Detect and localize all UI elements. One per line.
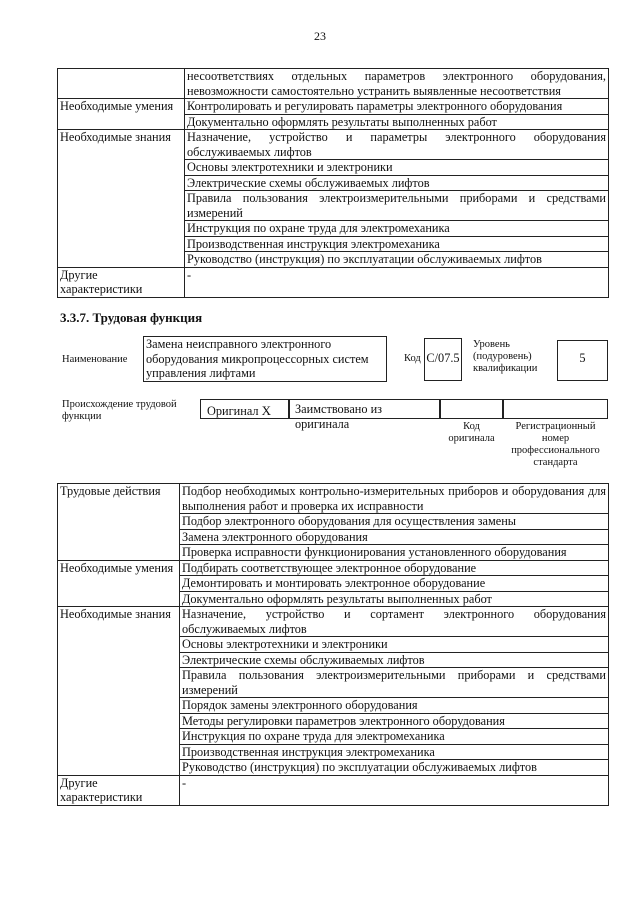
reg-number-cell xyxy=(503,399,608,419)
row-item-text: Производственная инструкция электромеханика xyxy=(185,236,609,252)
borrowed-cell: Заимствовано из оригинала xyxy=(289,399,440,419)
row-item-text: Порядок замены электронного оборудования xyxy=(180,698,609,714)
row-item-text: Подбор необходимых контрольно-измерительных приборов и оборудования для выполнения работ и проверка их исправности xyxy=(180,484,609,514)
row-item-text: Методы регулировки параметров электронного оборудования xyxy=(180,713,609,729)
row-item-text: Замена электронного оборудования xyxy=(180,529,609,545)
function-details-table xyxy=(57,483,609,806)
origin-label: Происхождение трудовой функции xyxy=(62,399,177,422)
row-item-text: Проверка исправности функционирования установленного оборудования xyxy=(180,545,609,561)
row-group-label xyxy=(58,69,185,99)
level-label: Уровень (подуровень) квалификации xyxy=(473,339,538,374)
table-row xyxy=(58,607,609,637)
row-item-text: Руководство (инструкция) по эксплуатации обслуживаемых лифтов xyxy=(180,760,609,776)
row-group-label: Трудовые действия xyxy=(58,484,180,561)
row-item-text: Демонтировать и монтировать электронное оборудование xyxy=(180,576,609,592)
row-item-text: - xyxy=(185,267,609,297)
row-item-text: Подбор электронного оборудования для осуществления замены xyxy=(180,514,609,530)
table-row xyxy=(58,775,609,805)
row-item-text: Назначение, устройство и сортамент электронного оборудования обслуживаемых лифтов xyxy=(180,607,609,637)
page-number: 23 xyxy=(314,29,326,43)
section-heading: 3.3.7. Трудовая функция xyxy=(60,310,203,325)
row-group-label: Необходимые знания xyxy=(58,130,185,268)
row-item-text: Основы электротехники и электроники xyxy=(185,160,609,176)
row-item-text: Назначение, устройство и параметры электронного оборудования обслуживаемых лифтов xyxy=(185,130,609,160)
row-item-text: Контролировать и регулировать параметры электронного оборудования xyxy=(185,99,609,115)
level-value-box: 5 xyxy=(557,340,608,381)
row-group-label: Необходимые знания xyxy=(58,607,180,776)
row-item-text: Правила пользования электроизмерительными приборами и средствами измерений xyxy=(180,668,609,698)
row-item-text: - xyxy=(180,775,609,805)
row-item-text: Документально оформлять результаты выполненных работ xyxy=(185,114,609,130)
table-row xyxy=(58,99,609,115)
row-item-text: Производственная инструкция электромеханика xyxy=(180,744,609,760)
table-row xyxy=(58,130,609,160)
code-label: Код xyxy=(404,353,421,364)
original-mark: X xyxy=(261,403,271,418)
function-name-box: Замена неисправного электронного оборудования микропроцессорных систем управления лифтами xyxy=(143,336,387,382)
original-label: Оригинал xyxy=(207,404,259,418)
table-row xyxy=(58,484,609,514)
original-code-cell xyxy=(440,399,503,419)
row-item-text: Электрические схемы обслуживаемых лифтов xyxy=(180,652,609,668)
row-item-text: несоответствиях отдельных параметров электронного оборудования, невозможности самостоятельно устранить выявленные несоответствия xyxy=(185,69,609,99)
table-row xyxy=(58,267,609,297)
row-item-text: Подбирать соответствующее электронное оборудование xyxy=(180,560,609,576)
row-item-text: Документально оформлять результаты выполненных работ xyxy=(180,591,609,607)
row-group-label: Другие характеристики xyxy=(58,267,185,297)
competency-table-continued xyxy=(57,68,609,298)
code-value-box: C/07.5 xyxy=(424,338,462,381)
row-item-text: Электрические схемы обслуживаемых лифтов xyxy=(185,175,609,191)
row-item-text: Руководство (инструкция) по эксплуатации обслуживаемых лифтов xyxy=(185,252,609,268)
row-item-text: Основы электротехники и электроники xyxy=(180,637,609,653)
original-cell xyxy=(200,399,289,419)
row-group-label: Другие характеристики xyxy=(58,775,180,805)
name-label: Наименование xyxy=(62,354,128,365)
reg-number-caption: Регистрационный номер профессионального стандарта xyxy=(511,421,600,468)
row-item-text: Правила пользования электроизмерительными приборами и средствами измерений xyxy=(185,191,609,221)
row-group-label: Необходимые умения xyxy=(58,99,185,130)
row-item-text: Инструкция по охране труда для электромеханика xyxy=(180,729,609,745)
original-code-caption: Код оригинала xyxy=(448,421,495,444)
row-item-text: Инструкция по охране труда для электромеханика xyxy=(185,221,609,237)
row-group-label: Необходимые умения xyxy=(58,560,180,607)
table-row xyxy=(58,560,609,576)
table-row xyxy=(58,69,609,99)
